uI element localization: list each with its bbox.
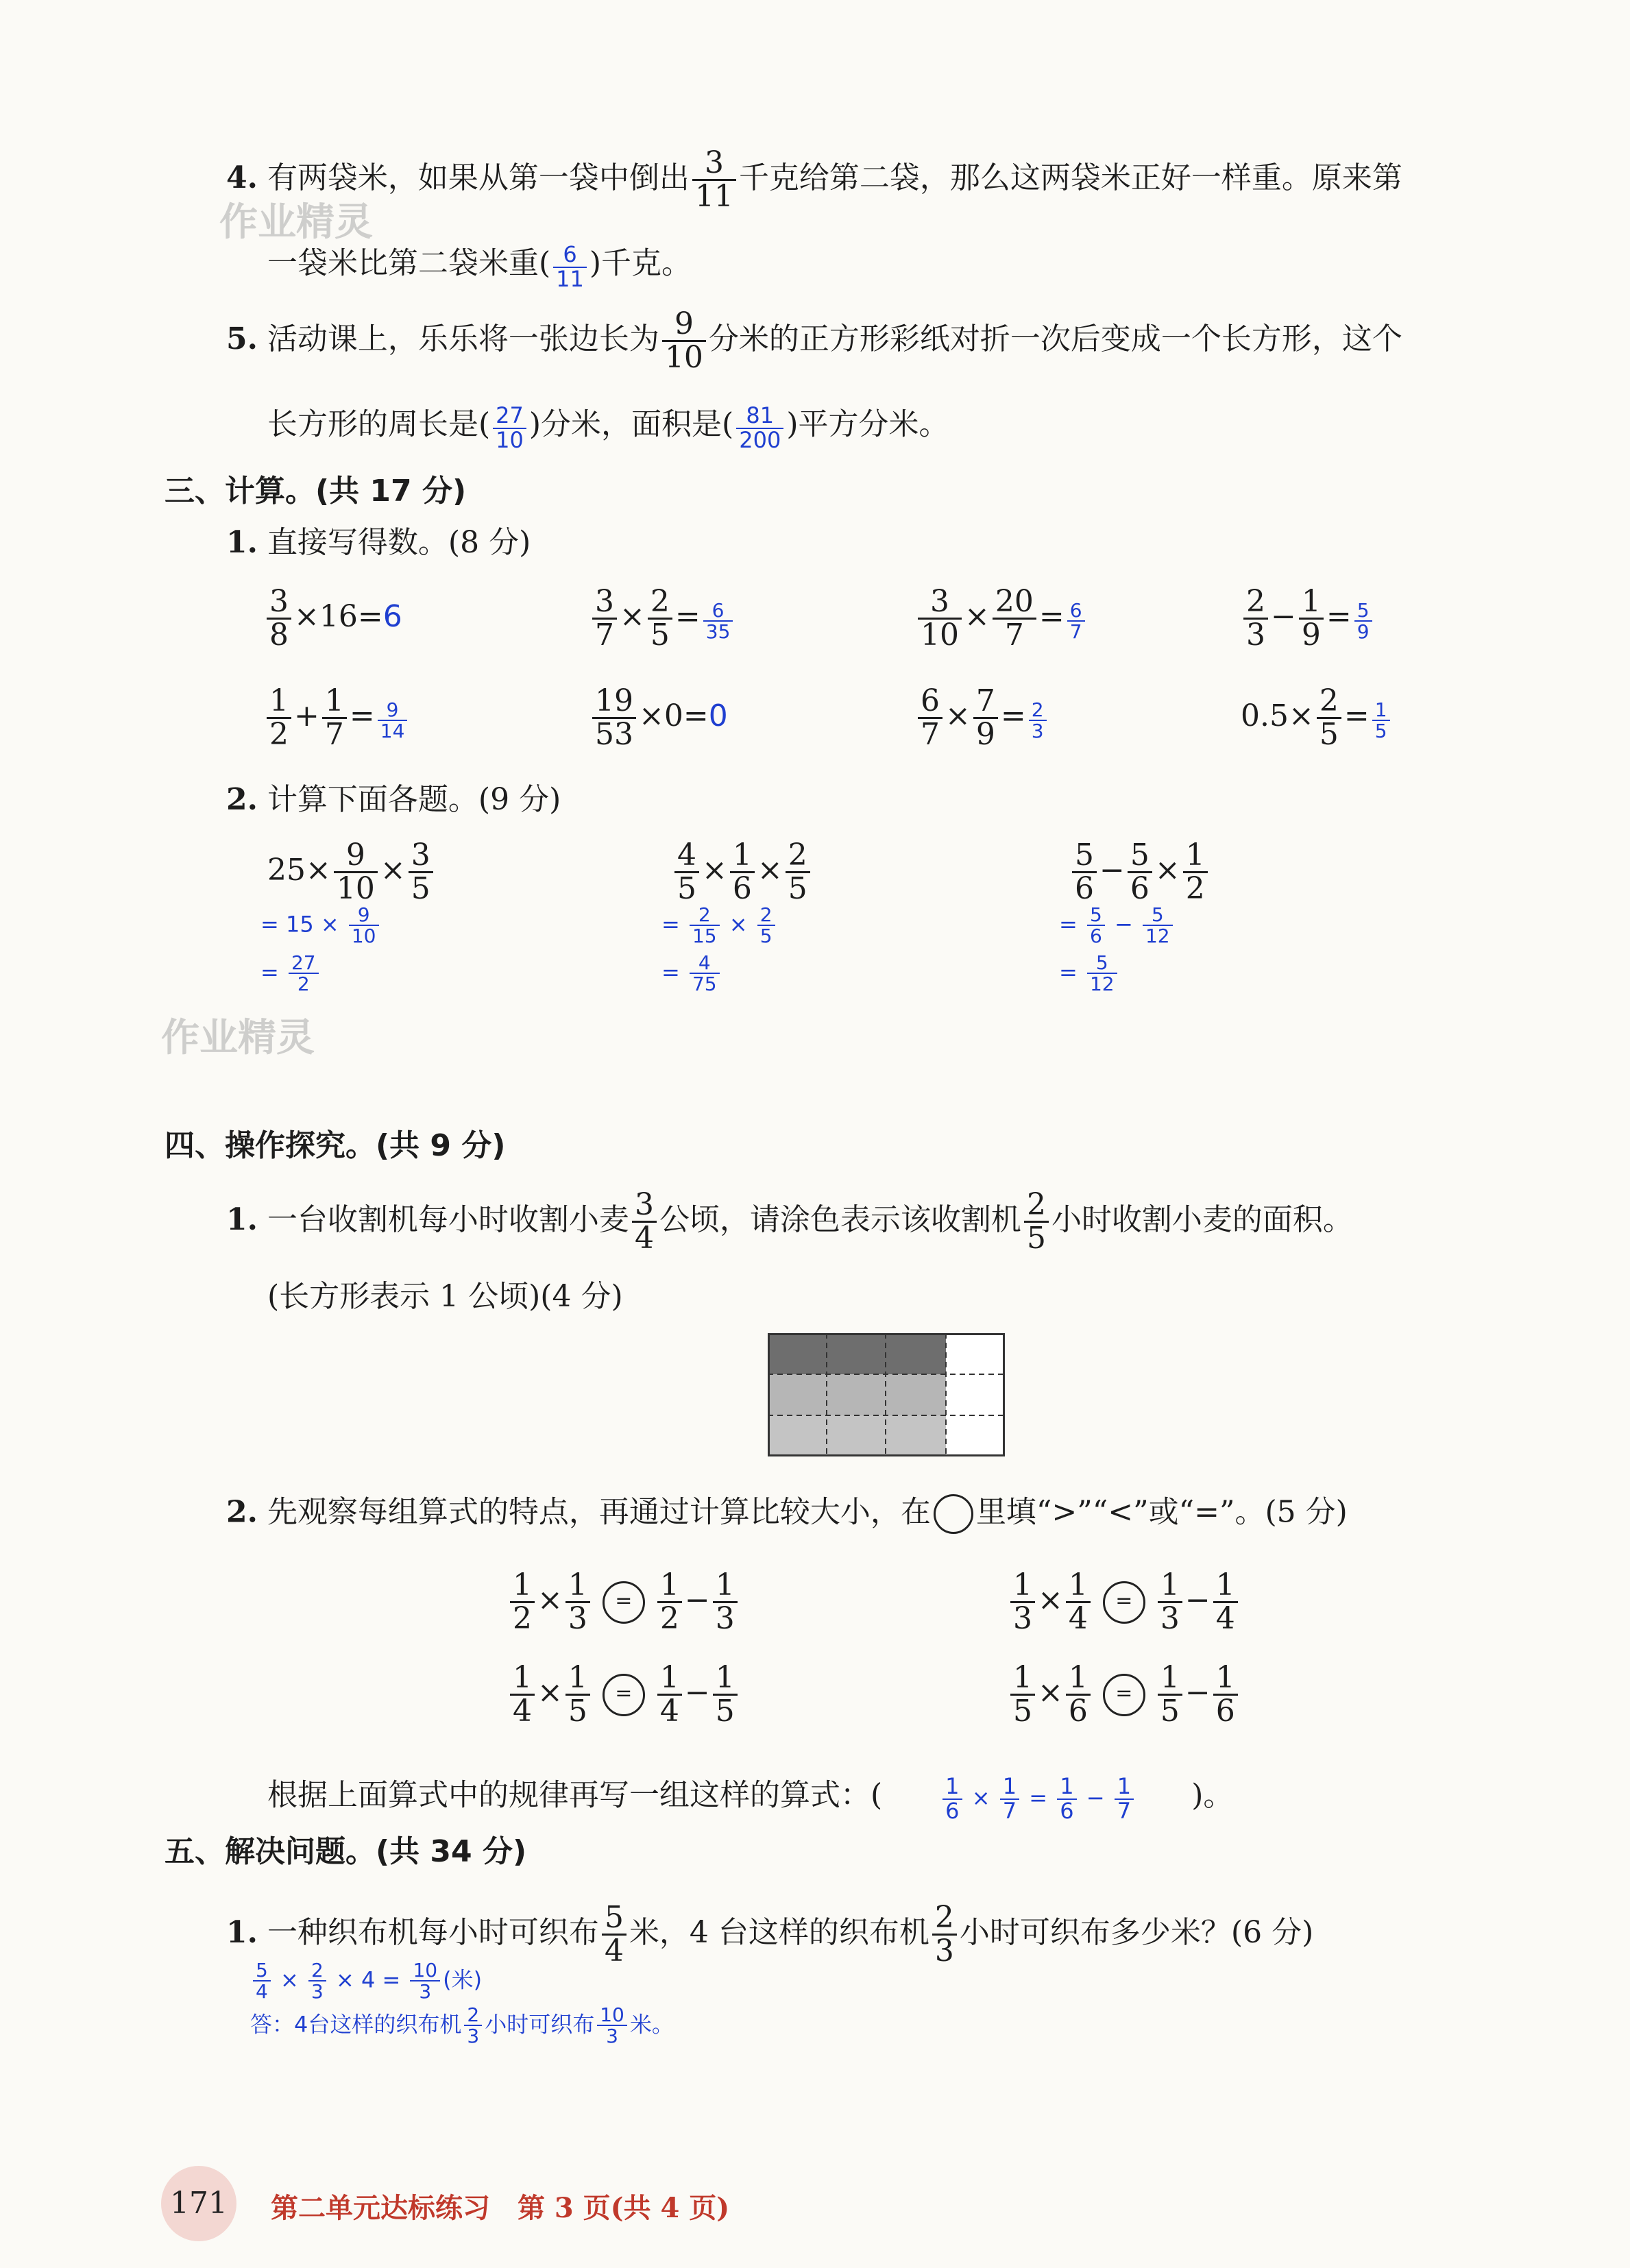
comparison-row: $\frac{1}{3}$ × $\frac{1}{4}$ = $\frac{1}{3}$ − $\frac{1}{4}$ [1008, 1570, 1241, 1635]
calc-step: = $\frac{4}{75}$ [661, 953, 722, 995]
compare-circle: = [603, 1581, 645, 1624]
calc-problem-1: 25× $\frac{9}{10}$ × $\frac{3}{5}$ [267, 840, 436, 905]
solution-calc: $\frac{5}{4}$ × $\frac{2}{3}$ × 4 = $\frac{10}{3}$ (米) [250, 1960, 482, 2002]
fraction: $\frac{3}{11}$ [692, 147, 736, 212]
calc-step: = $\frac{5}{12}$ [1059, 953, 1120, 995]
shaded-cell-light [768, 1374, 946, 1415]
compare-circle: = [603, 1674, 645, 1716]
mental-math-item: $\frac{6}{7}$ × $\frac{7}{9}$ = $\frac{2}{3}$ [915, 685, 1049, 751]
mental-math-item: $\frac{3}{10}$ × $\frac{20}{7}$ = $\frac{6}{7}$ [915, 586, 1088, 651]
mental-math-item: $\frac{1}{2}$ + $\frac{1}{7}$ = $\frac{9}{14}$ [264, 685, 410, 751]
calc-problem-3: $\frac{5}{6}$ − $\frac{5}{6}$ × $\frac{1}{2}$ [1069, 840, 1211, 905]
calc-step: = 15 × $\frac{9}{10}$ [260, 905, 382, 947]
circle-blank-icon [934, 1494, 973, 1534]
calc-step: = $\frac{2}{15}$ × $\frac{2}{5}$ [661, 905, 778, 947]
section-4-q1-line-2: (长方形表示 1 公顷)(4 分) [267, 1279, 623, 1314]
shaded-cell-dark [768, 1333, 946, 1374]
comparison-row: $\frac{1}{5}$ × $\frac{1}{6}$ = $\frac{1}{5}$ − $\frac{1}{6}$ [1008, 1662, 1241, 1727]
shading-rectangle [768, 1333, 1014, 1456]
calc-step: = $\frac{5}{6}$ − $\frac{5}{12}$ [1059, 905, 1176, 947]
calc-step: = $\frac{27}{2}$ [260, 953, 321, 995]
pattern-prompt: 根据上面算式中的规律再写一组这样的算式：( $\frac{1}{6}$ × $\frac{1}{7}$ = $\frac{1}{6}$ − $\frac{1}{7}$ )。 [267, 1773, 1234, 1824]
pattern-answer: $\frac{1}{6}$ × $\frac{1}{7}$ = $\frac{1}{6}$ − $\frac{1}{7}$ [940, 1785, 1143, 1811]
section-5-q1-prompt: 1. 一种织布机每小时可织布 $\frac{5}{4}$ 米，4 台这样的织布机 $\frac{2}{3}$ 小时可织布多少米？(6 分) [226, 1900, 1314, 1969]
mental-math-item: 0.5× $\frac{2}{5}$ = $\frac{1}{5}$ [1241, 685, 1393, 751]
question-5-line-1: 5. 活动课上，乐乐将一张边长为 $\frac{9}{10}$ 分米的正方形彩纸对折一次后变成一个长方形，这个 [226, 306, 1402, 376]
mental-math-item: $\frac{3}{8}$ ×16=6 [264, 586, 402, 651]
question-5-line-2: 长方形的周长是( $\frac{27}{10}$ )分米，面积是( $\frac{81}{200}$ )平方分米。 [267, 402, 949, 453]
comparison-row: $\frac{1}{4}$ × $\frac{1}{5}$ = $\frac{1}{4}$ − $\frac{1}{5}$ [507, 1662, 740, 1727]
section-3-q1-prompt: 1. 直接写得数。(8 分) [226, 525, 531, 560]
watermark: 作业精灵 [161, 1016, 315, 1060]
footer-text: 第二单元达标练习 第 3 页(共 4 页) [271, 2192, 730, 2224]
section-3-q2-prompt: 2. 计算下面各题。(9 分) [226, 782, 561, 817]
section-3-title: 三、计算。(共 17 分) [165, 474, 467, 509]
section-4-title: 四、操作探究。(共 9 分) [165, 1128, 506, 1163]
question-4-line-2: 一袋米比第二袋米重( $\frac{6}{11}$ )千克。 [267, 241, 692, 292]
shaded-cell-light [768, 1415, 946, 1456]
comparison-row: $\frac{1}{2}$ × $\frac{1}{3}$ = $\frac{1}{2}$ − $\frac{1}{3}$ [507, 1570, 740, 1635]
section-5-title: 五、解决问题。(共 34 分) [165, 1834, 527, 1869]
page-number: 171 [161, 2166, 236, 2241]
compare-circle: = [1103, 1674, 1145, 1716]
question-4-line-1: 4. 有两袋米，如果从第一袋中倒出 $\frac{3}{11}$ 千克给第二袋，那么这两袋米正好一样重。原来第 [226, 145, 1402, 215]
mental-math-item: $\frac{19}{53}$ ×0=0 [589, 685, 728, 751]
watermark: 作业精灵 [219, 200, 373, 245]
calc-problem-2: $\frac{4}{5}$ × $\frac{1}{6}$ × $\frac{2}{5}$ [672, 840, 813, 905]
mental-math-item: $\frac{2}{3}$ − $\frac{1}{9}$ = $\frac{5}{9}$ [1241, 586, 1375, 651]
compare-circle: = [1103, 1581, 1145, 1624]
section-4-q1-line-1: 1. 一台收割机每小时收割小麦 $\frac{3}{4}$ 公顷，请涂色表示该收割机 $\frac{2}{5}$ 小时收割小麦的面积。 [226, 1187, 1353, 1256]
mental-math-item: $\frac{3}{7}$ × $\frac{2}{5}$ = $\frac{6}{35}$ [589, 586, 735, 651]
section-4-q2-prompt: 2. 先观察每组算式的特点，再通过计算比较大小，在 里填“>”“<”或“=”。(5 分) [226, 1494, 1348, 1534]
solution-answer: 答：4台这样的织布机 $\frac{2}{3}$ 小时可织布 $\frac{10}{3}$ 米。 [250, 2003, 674, 2048]
